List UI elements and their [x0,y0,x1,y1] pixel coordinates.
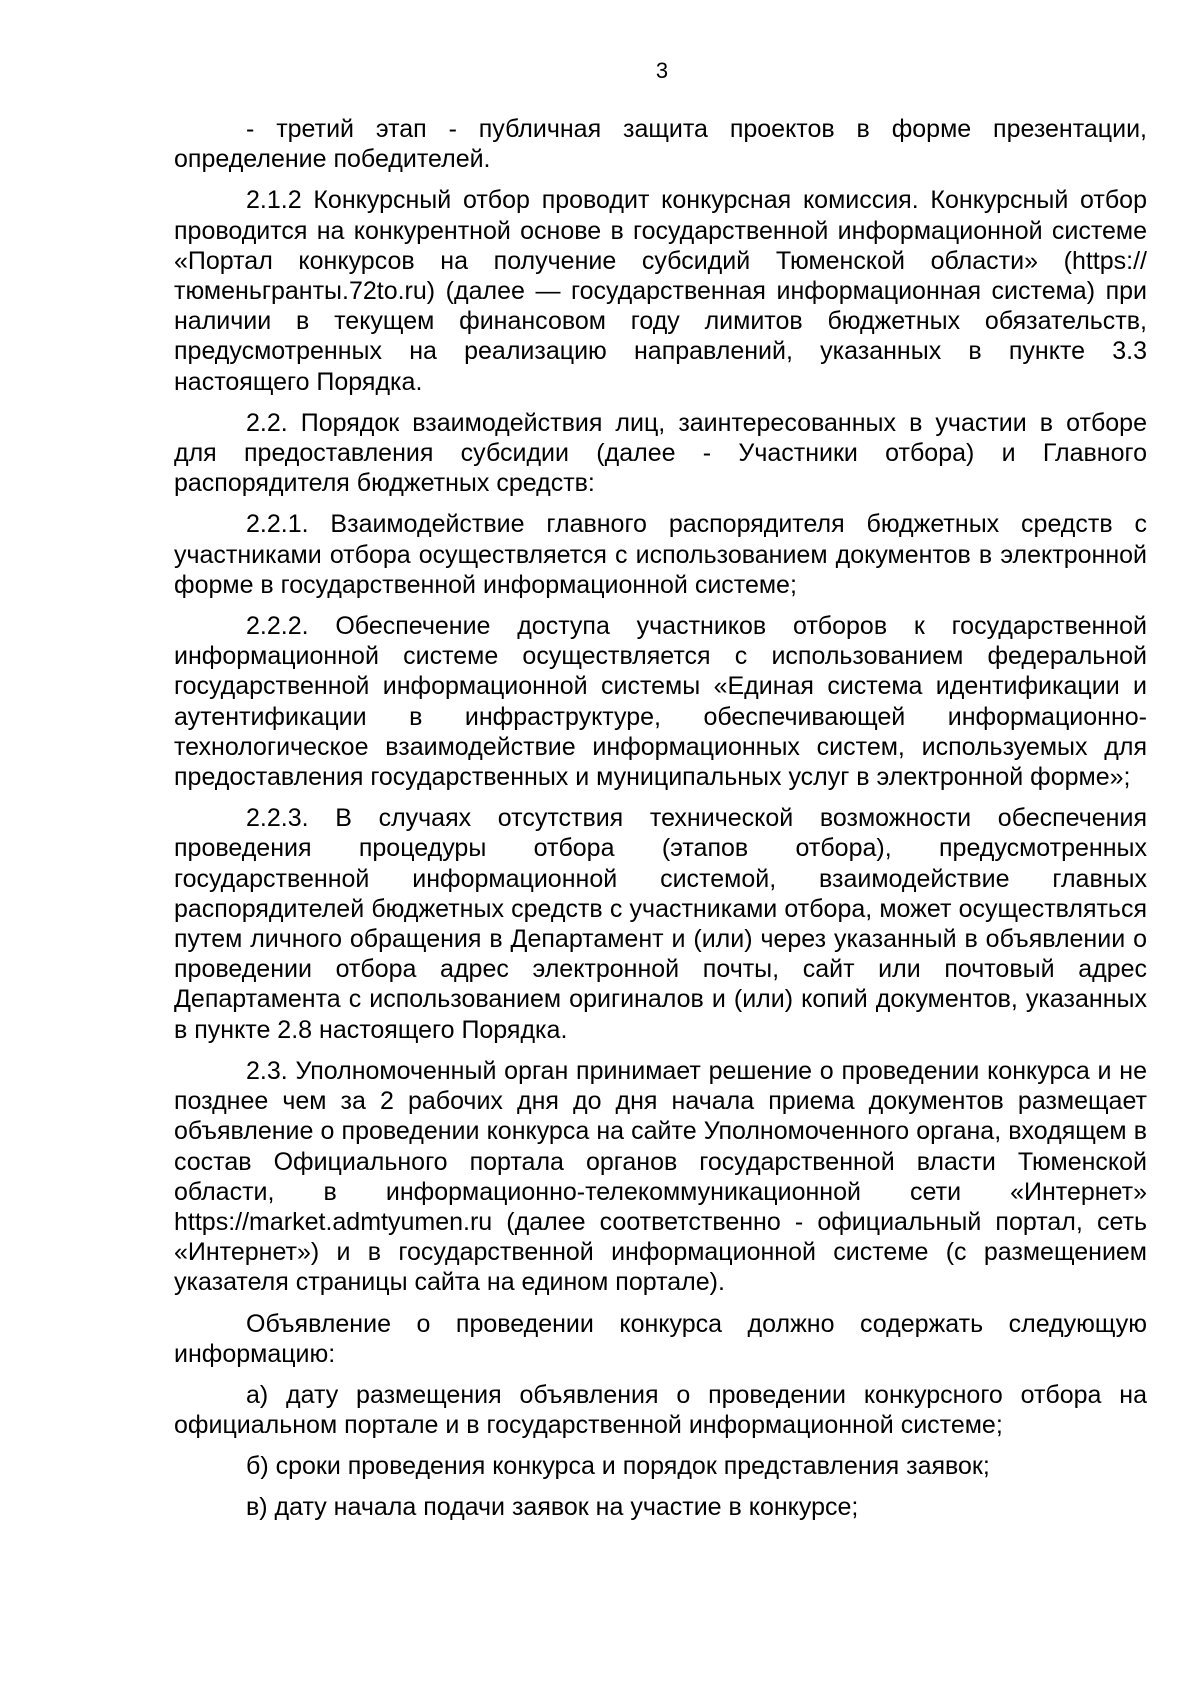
list-item-a: а) дату размещения объявления о проведении конкурсного отбора на официальном портале и в государственной информационной системе; [174,1380,1147,1440]
page-number: 3 [655,58,669,83]
paragraph-2-1-2: 2.1.2 Конкурсный отбор проводит конкурсная комиссия. Конкурсный отбор проводится на конкурентной основе в государственной информационной системе «Портал конкурсов на получение субсидий Тюменской области» (https://тюменьгранты.72to.ru) (далее — государственная информационная система) при наличии в текущем финансовом году лимитов бюджетных обязательств, предусмотренных на реализацию направлений, указанных в пункте 3.3 настоящего Порядка. [174,186,1147,396]
paragraph-2-2-3: 2.2.3. В случаях отсутствия технической возможности обеспечения проведения процедуры отбора (этапов отбора), предусмотренных государственной информационной системой, взаимодействие главных распорядителей бюджетных средств с участниками отбора, может осуществляться путем личного обращения в Департамент и (или) через указанный в объявлении о проведении отбора адрес электронной почты, сайт или почтовый адрес Департамента с использованием оригиналов и (или) копий документов, указанных в пункте 2.8 настоящего Порядка. [174,804,1147,1044]
paragraph-2-2-1: 2.2.1. Взаимодействие главного распорядителя бюджетных средств с участниками отбора осуществляется с использованием документов в электронной форме в государственной информационной системе; [174,510,1147,599]
paragraph-2-3: 2.3. Уполномоченный орган принимает решение о проведении конкурса и не позднее чем за 2 рабочих дня до дня начала приема документов размещает объявление о проведении конкурса на сайте Уполномоченного органа, входящем в состав Официального портала органов государственной власти Тюменской области, в информационно-телекоммуникационной сети «Интернет» https://market.admtyumen.ru (далее соответственно - официальный портал, сеть «Интернет») и в государственной информационной системе (с размещением указателя страницы сайта на едином портале). [174,1056,1147,1297]
list-item-v: в) дату начала подачи заявок на участие в конкурсе; [246,1492,859,1521]
paragraph-announcement-intro: Объявление о проведении конкурса должно содержать следующую информацию: [174,1309,1147,1368]
paragraph-stage-three: - третий этап - публичная защита проектов в форме презентации, определение победителей. [174,115,1147,174]
document-body [174,114,1147,1532]
paragraph-2-2-2: 2.2.2. Обеспечение доступа участников отборов к государственной информационной системе осуществляется с использованием федеральной государственной информационной системы «Единая система идентификации и аутентификации в инфраструктуре, обеспечивающей информационно-технологическое взаимодействие информационных систем, используемых для предоставления государственных и муниципальных услуг в электронной форме»; [174,612,1147,792]
paragraph-2-2: 2.2. Порядок взаимодействия лиц, заинтересованных в участии в отборе для предоставления субсидии (далее - Участники отбора) и Главного распорядителя бюджетных средств: [174,408,1147,498]
list-item-b: б) сроки проведения конкурса и порядок представления заявок; [246,1452,990,1481]
